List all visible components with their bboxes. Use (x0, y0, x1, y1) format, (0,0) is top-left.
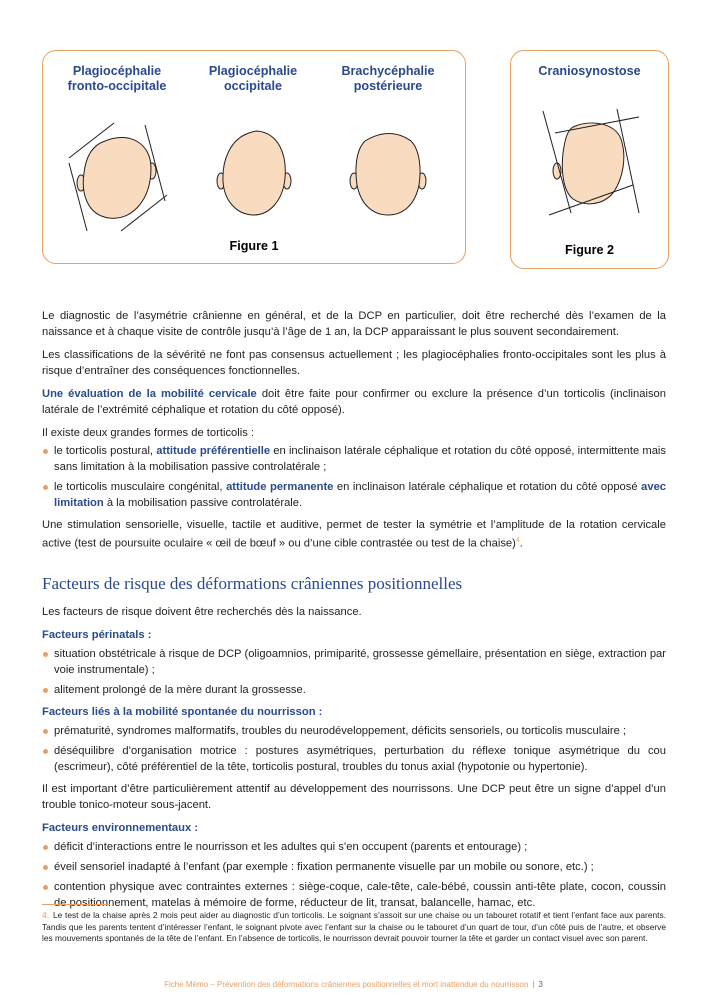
footer-brand: Fiche Mémo (164, 980, 209, 989)
list-item: situation obstétricale à risque de DCP (oligoamnios, primiparité, grossesse gémellaire, présentation en siège, extraction par voie instrumentale) ; (42, 646, 666, 678)
list-item: déficit d’interactions entre le nourrisson et les adultes qui s’en occupent (parents et entourage) ; (42, 839, 666, 855)
text-run: le torticolis postural, (54, 445, 157, 457)
label-line: occipitale (223, 79, 283, 93)
figure-label-craniosynostose: Craniosynostose (538, 64, 641, 78)
list-item: contention physique avec contraintes externes : siège-coque, cale-tête, cale-bébé, coussin anti-tête plate, cocon, coussin de positionnement, matelas à mémoire de forme, réducteur de lit, transat, balancelle, hamac, etc. (42, 879, 666, 911)
list-item: éveil sensoriel inadapté à l’enfant (par exemple : fixation permanente visuelle par un mobile ou sonore, etc.) ; (42, 859, 666, 875)
list-item: déséquilibre d’organisation motrice : postures asymétriques, perturbation du réflexe tonique asymétrique du cou (escrimeur), côté préférentiel de la tête, torticolis postural, troubles du tonus axial (hypotonie ou hypertonie). (42, 743, 666, 775)
paragraph-stimulation (42, 517, 666, 552)
highlight-evaluation: Une évaluation de la mobilité cervicale (42, 388, 257, 400)
label-line: fronto-occipitale (67, 79, 167, 93)
page-footer (0, 980, 707, 989)
label-line: Plagiocéphalie (208, 64, 298, 78)
text-run: en inclinaison latérale céphalique et rotation du côté opposé, intermittente mais sans limitation à la mobilisation passive controlatérale ; (54, 445, 666, 473)
paragraph-mobilite-cervicale (42, 386, 666, 418)
label-line: postérieure (353, 79, 423, 93)
paragraph-facteurs-intro: Les facteurs de risque doivent être recherchés dès la naissance. (42, 605, 362, 618)
head-brachycephaly-illustration (341, 123, 435, 223)
paragraph-diagnostic: Le diagnostic de l’asymétrie crânienne en général, et de la DCP en particulier, doit être recherché dès l’examen de la naissance et à chaque visite de contrôle jusqu’à l’âge de 1 an, la DCP apparaissant le plus souvent secondairement. (42, 310, 666, 338)
text-run: à la mobilisation passive controlatérale. (103, 497, 303, 509)
figure-1-caption: Figure 1 (229, 239, 279, 253)
head-fronto-occipital-illustration (69, 123, 169, 233)
label-line: Brachycéphalie (341, 64, 435, 78)
footnote-number: 4. (42, 910, 49, 920)
footnote-divider (42, 904, 110, 905)
figure-2-box (510, 50, 669, 269)
list-item (42, 479, 666, 511)
text-run: Une stimulation sensorielle, visuelle, tactile et auditive, permet de tester la symétrie et l’amplitude de la rotation cervicale active (test de poursuite oculaire « œil de bœuf » ou d’une cible contrastée ou test de la chaise) (42, 519, 666, 550)
highlight-attitude-permanente: attitude permanente (226, 481, 334, 493)
head-occipital-illustration (209, 123, 299, 223)
body-text (42, 308, 666, 917)
torticolis-list (42, 443, 666, 511)
list-item: alitement prolongé de la mère durant la grossesse. (42, 682, 666, 698)
footer-title: – Prévention des déformations crâniennes positionnelles et mort inattendue du nourrisson (208, 980, 529, 989)
text-run: doit être faite pour confirmer ou exclure la présence d’un torticolis (inclinaison latérale de l’extrémité céphalique et rotation du côté opposé). (42, 388, 666, 416)
highlight-avec-limitation: avec limitation (54, 481, 667, 509)
highlight-attitude-preferentielle: attitude préférentielle (156, 445, 271, 457)
text-run: en inclinaison latérale céphalique et rotation du côté opposé (333, 481, 642, 493)
paragraph-torticolis-intro: Il existe deux grandes formes de torticolis : (42, 427, 255, 439)
figure-label-occipitale (191, 64, 315, 94)
figure-label-brachycephalie (326, 64, 450, 94)
label-line: Plagiocéphalie (72, 64, 162, 78)
list-mobilite-spontanee (42, 723, 666, 775)
paragraph-developpement: Il est important d’être particulièrement attentif au développement des nourrissons. Une DCP peut être un signe d’appel d’un trouble tonico-moteur sous-jacent. (42, 782, 666, 811)
footer-separator: | (532, 980, 535, 989)
paragraph-classifications: Les classifications de la sévérité ne font pas consensus actuellement ; les plagiocéphalies fronto-occipitales sont les plus à risque d’entraîner des conséquences fonctionnelles. (42, 349, 666, 377)
list-item: prématurité, syndromes malformatifs, troubles du neurodéveloppement, déficits sensoriels, ou torticolis musculaire ; (42, 723, 666, 739)
list-perinatals (42, 646, 666, 698)
figure-2-caption: Figure 2 (565, 243, 614, 257)
text-run: le torticolis musculaire congénital, (54, 481, 227, 493)
footnote-ref-4[interactable]: 4 (515, 537, 520, 544)
section-title-facteurs-risque: Facteurs de risque des déformations crâniennes positionnelles (42, 573, 463, 593)
subheading-mobilite-spontanee: Facteurs liés à la mobilité spontanée du nourrisson : (42, 705, 323, 718)
text-run: . (519, 537, 523, 550)
list-environnementaux (42, 839, 666, 911)
list-item (42, 443, 666, 475)
subheading-environnementaux: Facteurs environnementaux : (42, 821, 199, 834)
figure-1-box (42, 50, 466, 264)
footnote-text: Le test de la chaise après 2 mois peut aider au diagnostic d’un torticolis. Le soignant s’assoit sur une chaise ou un tabouret rotatif et tient l’enfant face aux parents. Tandis que les parents tentent d’intéresser l’enfant, le soignant pivote avec l’enfant sur la chaise ou le tabouret d’un quart de tour, d’un côté puis de l’autre, et observe les mouvements spontanés de la tête de l’enfant. En l’absence de torticolis, le nourrisson devrait pouvoir tourner la tête et garder un contact visuel avec son parent. (42, 910, 666, 943)
figure-label-fronto-occipitale (55, 64, 179, 94)
page-number: 3 (538, 980, 543, 989)
subheading-perinatals: Facteurs périnatals : (42, 628, 152, 641)
footnote-4 (42, 910, 666, 945)
head-craniosynostosis-illustration (543, 109, 643, 221)
